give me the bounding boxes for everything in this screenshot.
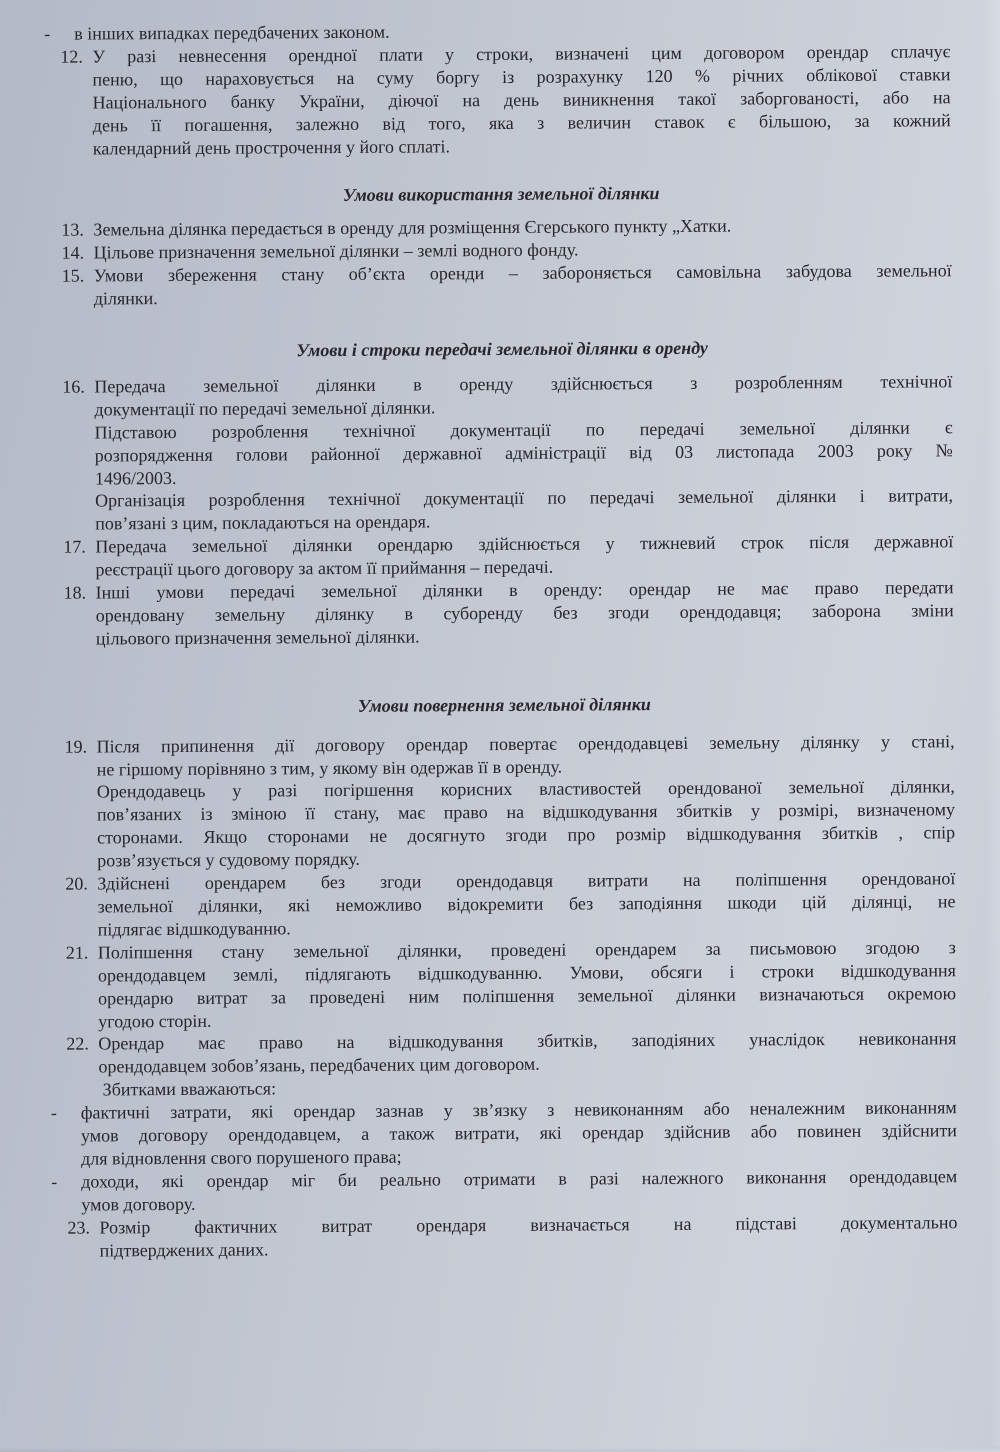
clause-18: [4, 576, 1000, 651]
clause-12: [0, 40, 1000, 161]
text-line: ділянки.: [93, 288, 158, 309]
text-line: Умови збереження стану об’єкта оренди – забороняється самовільна забудова земельної: [93, 260, 952, 286]
heading-return: Умови повернення земельної ділянки: [357, 693, 651, 716]
text-line: пов’язаних із зміною її стану, має право на відшкодування збитків у розмірі, визначеному: [96, 799, 956, 825]
text-line: Орендодавець у разі погіршення корисних властивостей орендованої земельної ділянки,: [96, 776, 955, 802]
text-line: Орендар має право на відшкодування збитків, заподіяних унаслідок невиконання: [98, 1028, 957, 1054]
clause-number: 19.: [64, 736, 88, 757]
clause-number: 16.: [62, 376, 85, 397]
text-line: угодою сторін.: [98, 1010, 212, 1032]
text-line: день її погашення, залежно від того, яка з величин ставок є більшою, за кожний: [92, 109, 951, 136]
clause-number: 21.: [65, 942, 89, 963]
text-line: підлягає відшкодуванню.: [97, 918, 291, 940]
text-line: розв’язується у судовому порядку.: [97, 849, 360, 871]
text-line: реєстрації цього договору за актом її приймання – передачі.: [95, 556, 554, 580]
text-line: Інші умови передачі земельної ділянки в оренду: орендар не має право передати: [95, 577, 954, 603]
clause-text: [98, 1028, 956, 1102]
text-line: доходи, які орендар міг би реально отримати в разі належного виконання орендодавцем: [81, 1166, 958, 1192]
clause-number: 17.: [63, 536, 86, 557]
text-line: 1496/2003.: [94, 467, 177, 488]
text-line: календарний день прострочення у його сплаті.: [92, 135, 451, 159]
text-line: фактичні затрати, які орендар зазнав у зв’язку з невиконанням або неналежним виконанням: [80, 1097, 957, 1123]
text-line: для відновлення свого порушеного права;: [81, 1146, 402, 1169]
text-line: пов’язані з цим, покладаються на орендаря.: [95, 511, 431, 534]
clause-17: [3, 530, 1000, 582]
text-line: Поліпшення стану земельної ділянки, проведені орендарем за письмовою згодою з: [97, 937, 956, 963]
text-line: не гіршому порівняно з тим, у якому він одержав її в оренду.: [96, 756, 563, 780]
bullet-marker: -: [50, 1102, 57, 1123]
clause-text: [92, 40, 951, 160]
text-line: умов договору.: [81, 1193, 196, 1215]
clause-number: 13.: [61, 219, 84, 241]
clause-text: [96, 576, 954, 650]
clause-number: 18.: [63, 582, 87, 603]
text-line: орендарю витрат за проведені ним поліпшення земельної ділянки визначаються окремою: [98, 982, 957, 1009]
text-line: Організація розроблення технічної документації по передачі земельної ділянки і витрати,: [94, 485, 954, 511]
clause-number: 20.: [65, 873, 88, 894]
clause-20: [5, 867, 1000, 942]
bullet-item: [7, 1165, 1000, 1217]
bullet-item: [7, 1096, 1000, 1171]
clause-text: [96, 730, 955, 873]
clause-22: [6, 1027, 1000, 1102]
text-line: Національного банку України, діючої на день виникнення такої заборгованості, або на: [92, 86, 951, 113]
text-line: Розмір фактичних витрат орендаря визначається на підставі документально: [99, 1211, 958, 1238]
text-line: Після припинення дії договору орендар повертає орендодавцеві земельну ділянку у стані,: [96, 730, 955, 757]
clause-16: [2, 370, 1000, 536]
text-line: Земельна ділянка передається в оренду для розміщення Єгерського пункту „Хатки.: [93, 215, 732, 240]
text-line: пеню, що нараховується на суму боргу із розрахунку 120 % річних облікової ставки: [92, 64, 951, 90]
text-line: розпорядження голови районної державної адміністрації від 03 листопада 2003 року №: [94, 439, 953, 466]
text-line: Передача земельної ділянки орендарю здійснюється у тижневий строк після державної: [95, 531, 954, 557]
clause-text: [95, 530, 953, 581]
clause-text: [99, 1211, 957, 1262]
text-line: документації по передачі земельної ділянки.: [94, 397, 436, 420]
text-line: Здійснені орендарем без згоди орендодавця витрати на поліпшення орендованої: [97, 868, 956, 894]
clause-23: [7, 1211, 1000, 1263]
clause-number: 14.: [61, 242, 85, 263]
clause-15: [2, 259, 1000, 311]
text-line: умов договору орендодавцем, а також витрати, які орендар здійснив або повинен здійснити: [80, 1120, 957, 1146]
document-body: [0, 17, 1000, 1263]
clause-number: 23.: [67, 1217, 91, 1238]
text-line: У разі невнесення орендної плати у строки, визначені цим договором орендар сплачує: [92, 41, 951, 67]
text-line: Підставою розроблення технічної документації по передачі земельної ділянки є: [94, 416, 953, 443]
heading-usage: Умови використання земельної ділянки: [342, 183, 660, 206]
clause-number: 12.: [60, 46, 83, 67]
text-line: Цільове призначення земельної ділянки – землі водного фонду.: [93, 239, 579, 263]
clause-19: [4, 730, 1000, 874]
text-line: орендовану земельну ділянку в суборенду без згоди орендодавця; заборона зміни: [95, 600, 954, 626]
bullet-marker: -: [51, 1171, 58, 1192]
text-line: цільового призначення земельної ділянки.: [95, 626, 420, 649]
text-line: сторонами. Якщо сторонами не досягнуто згоди про розмір відшкодування збитків , спір: [97, 822, 956, 848]
text-line: підтверджених даних.: [99, 1239, 269, 1261]
clause-text: [94, 259, 952, 310]
clause-number: 15.: [61, 265, 85, 286]
clause-text: [94, 370, 953, 536]
clause-21: [6, 936, 1000, 1034]
clause-text: [81, 1165, 957, 1216]
text-line: земельної ділянки, які неможливо відокремити без заподіяння шкоди цій ділянці, не: [97, 891, 956, 917]
text-line: орендодавцем зобов’язань, передбачених цим договором.: [98, 1054, 540, 1077]
clause-text: [81, 1096, 957, 1170]
text-line: Збитками вважаються:: [102, 1078, 277, 1100]
clause-text: [98, 936, 957, 1033]
text-line: орендодавцем землі, підлягають відшкодуванню. Умови, обсяги і строки відшкодування: [97, 959, 956, 986]
bullet-marker: -: [44, 23, 51, 44]
clause-text: [97, 867, 955, 941]
text-line: Передача земельної ділянки в оренду здійснюється з розробленням технічної: [94, 371, 953, 397]
clause-number: 22.: [66, 1033, 89, 1055]
text-line: в інших випадках передбачених законом.: [74, 21, 390, 44]
heading-transfer: Умови і строки передачі земельної ділянки в оренду: [296, 337, 708, 361]
